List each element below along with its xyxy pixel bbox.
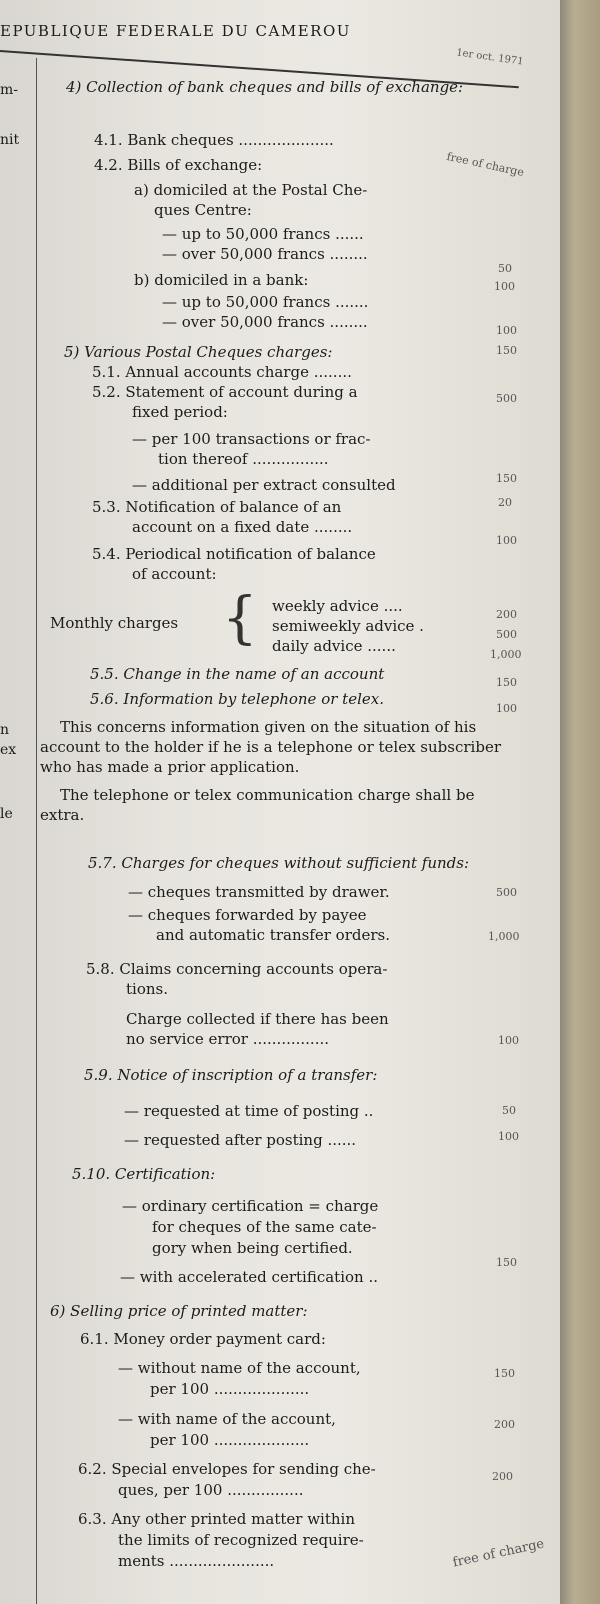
charge-amount: 150	[496, 472, 517, 485]
text-line: the limits of recognized require-	[118, 1531, 364, 1549]
text-line: for cheques of the same cate-	[152, 1218, 377, 1236]
text-line: 4.2. Bills of exchange:	[94, 156, 263, 174]
charge-amount: 150	[496, 676, 517, 689]
text-line: ments ......................	[118, 1552, 275, 1570]
text-line: — additional per extract consulted	[132, 476, 396, 494]
text-line: ques Centre:	[154, 201, 252, 219]
text-line: 4.1. Bank cheques ....................	[94, 131, 334, 149]
text-line: — ordinary certification = charge	[122, 1197, 379, 1215]
text-line: per 100 ....................	[150, 1431, 310, 1449]
text-line: semiweekly advice .	[272, 617, 424, 635]
margin-fragment: nit	[0, 132, 20, 148]
text-line: no service error ................	[126, 1030, 329, 1048]
text-line: b) domiciled in a bank:	[134, 271, 309, 289]
text-line: a) domiciled at the Postal Che-	[134, 181, 368, 199]
charge-amount: 1,000	[488, 930, 520, 943]
text-line: 5.1. Annual accounts charge ........	[92, 363, 352, 381]
charge-amount: 150	[494, 1367, 515, 1380]
text-line: 5.5. Change in the name of an account	[90, 665, 385, 683]
charge-amount: 50	[502, 1104, 516, 1117]
text-line: tion thereof ................	[158, 450, 329, 468]
text-line: extra.	[40, 806, 85, 824]
charge-amount: 100	[498, 1034, 519, 1047]
charge-amount: 200	[496, 608, 517, 621]
text-line: tions.	[126, 980, 168, 998]
text-line: ques, per 100 ................	[118, 1481, 304, 1499]
text-line: This concerns information given on the situation of his	[60, 718, 477, 736]
text-line: 5.6. Information by telephone or telex.	[90, 690, 384, 708]
text-line: — over 50,000 francs ........	[162, 313, 368, 331]
text-line: — with accelerated certification ..	[120, 1268, 378, 1286]
text-line: and automatic transfer orders.	[156, 926, 390, 944]
text-line: 5.2. Statement of account during a	[92, 383, 358, 401]
margin-fragment: n	[0, 722, 10, 738]
charge-amount: free of charge	[451, 1536, 546, 1571]
charge-amount: 200	[492, 1470, 513, 1483]
text-line: — up to 50,000 francs ......	[162, 225, 364, 243]
margin-fragment: le	[0, 806, 13, 822]
text-line: — per 100 transactions or frac-	[132, 430, 371, 448]
text-line: Charge collected if there has been	[126, 1010, 389, 1028]
text-line: account on a fixed date ........	[132, 518, 353, 536]
charge-amount: 100	[496, 534, 517, 547]
charge-amount: 100	[494, 280, 515, 293]
header-date: 1er oct. 1971	[455, 47, 525, 68]
charge-amount: 50	[498, 262, 512, 275]
text-line: 6.1. Money order payment card:	[80, 1330, 326, 1348]
text-line: — over 50,000 francs ........	[162, 245, 368, 263]
margin-fragment: m-	[0, 82, 19, 98]
charge-amount: 500	[496, 886, 517, 899]
text-line: 6.3. Any other printed matter within	[78, 1510, 355, 1528]
charge-amount: 100	[498, 1130, 519, 1143]
charge-amount: 100	[496, 702, 517, 715]
section-heading: 4) Collection of bank cheques and bills of exchange:	[66, 78, 464, 96]
text-line: daily advice ......	[272, 637, 396, 655]
charge-amount: 100	[496, 324, 517, 337]
text-line: 5.8. Claims concerning accounts opera-	[86, 960, 388, 978]
section-heading: 5.7. Charges for cheques without sufficient funds:	[88, 854, 470, 872]
charge-amount: free of charge	[445, 149, 526, 180]
text-line: — without name of the account,	[118, 1359, 361, 1377]
charge-amount: 150	[496, 1256, 517, 1269]
page-header: EPUBLIQUE FEDERALE DU CAMEROU	[0, 22, 351, 40]
text-line: The telephone or telex communication charge shall be	[60, 786, 475, 804]
text-line: — cheques forwarded by payee	[128, 906, 367, 924]
text-line: account to the holder if he is a telephone or telex subscriber	[40, 738, 501, 756]
charge-amount: 200	[494, 1418, 515, 1431]
section-heading: 5.9. Notice of inscription of a transfer:	[84, 1066, 378, 1084]
margin-fragment: ex	[0, 742, 17, 758]
charge-amount: 20	[498, 496, 512, 509]
section-heading: 6) Selling price of printed matter:	[50, 1302, 308, 1320]
charge-amount: 1,000	[490, 648, 522, 661]
charge-amount: 500	[496, 392, 517, 405]
text-line: — with name of the account,	[118, 1410, 336, 1428]
charge-amount: 150	[496, 344, 517, 357]
text-line: who has made a prior application.	[40, 758, 300, 776]
page-edge	[560, 0, 600, 1604]
text-line: gory when being certified.	[152, 1239, 353, 1257]
text-line: — requested after posting ......	[124, 1131, 357, 1149]
text-line: weekly advice ....	[272, 597, 403, 615]
brace-glyph: {	[222, 586, 258, 651]
text-line: 5.4. Periodical notification of balance	[92, 545, 376, 563]
text-line: — up to 50,000 francs .......	[162, 293, 369, 311]
charge-amount: 500	[496, 628, 517, 641]
section-heading: 5) Various Postal Cheques charges:	[64, 343, 333, 361]
section-heading: 5.10. Certification:	[72, 1165, 216, 1183]
text-line: 6.2. Special envelopes for sending che-	[78, 1460, 376, 1478]
text-line: Monthly charges	[50, 614, 179, 632]
text-line: — requested at time of posting ..	[124, 1102, 374, 1120]
text-line: of account:	[132, 565, 217, 583]
text-line: 5.3. Notification of balance of an	[92, 498, 342, 516]
text-line: per 100 ....................	[150, 1380, 310, 1398]
text-line: — cheques transmitted by drawer.	[128, 883, 390, 901]
text-line: fixed period:	[132, 403, 228, 421]
